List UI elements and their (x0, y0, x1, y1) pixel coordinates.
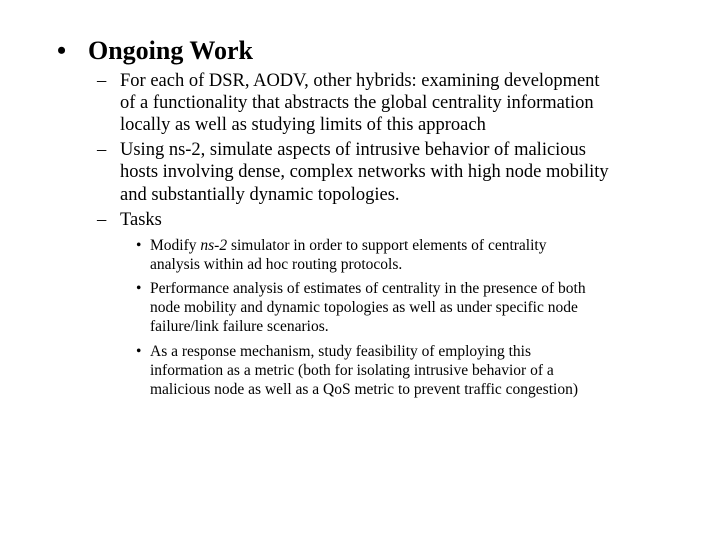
bullet-marker: • (136, 280, 142, 297)
heading-bullet: • (57, 36, 67, 65)
item-line: and substantially dynamic topologies. (120, 185, 400, 205)
task-line: node mobility and dynamic topologies as well as under specific node (150, 299, 578, 316)
item-line: locally as well as studying limits of this approach (120, 115, 486, 135)
text: simulator in order to support elements of centrality (227, 237, 547, 254)
dash-marker: – (97, 71, 107, 91)
task-line: analysis within ad hoc routing protocols. (150, 256, 403, 273)
ns2-italic: ns-2 (200, 237, 228, 254)
slide-heading: Ongoing Work (88, 36, 253, 65)
dash-marker: – (97, 140, 107, 160)
item-line: of a functionality that abstracts the global centrality information (120, 93, 594, 113)
text: Modify (150, 237, 201, 254)
task-line: malicious node as well as a QoS metric to prevent traffic congestion) (150, 381, 578, 398)
task-line: As a response mechanism, study feasibility of employing this (150, 343, 531, 360)
task-line: information as a metric (both for isolating intrusive behavior of a (150, 362, 554, 379)
item-line: hosts involving dense, complex networks with high node mobility (120, 162, 609, 182)
item-line: Using ns-2, simulate aspects of intrusive behavior of malicious (120, 140, 587, 160)
dash-marker: – (97, 210, 107, 230)
task-line: failure/link failure scenarios. (150, 318, 329, 335)
item-line: For each of DSR, AODV, other hybrids: examining development (120, 71, 600, 91)
item-line: Tasks (120, 210, 162, 230)
bullet-marker: • (136, 237, 142, 254)
task-line: Performance analysis of estimates of centrality in the presence of both (150, 280, 586, 297)
task-line (150, 236, 546, 255)
bullet-marker: • (136, 343, 142, 360)
